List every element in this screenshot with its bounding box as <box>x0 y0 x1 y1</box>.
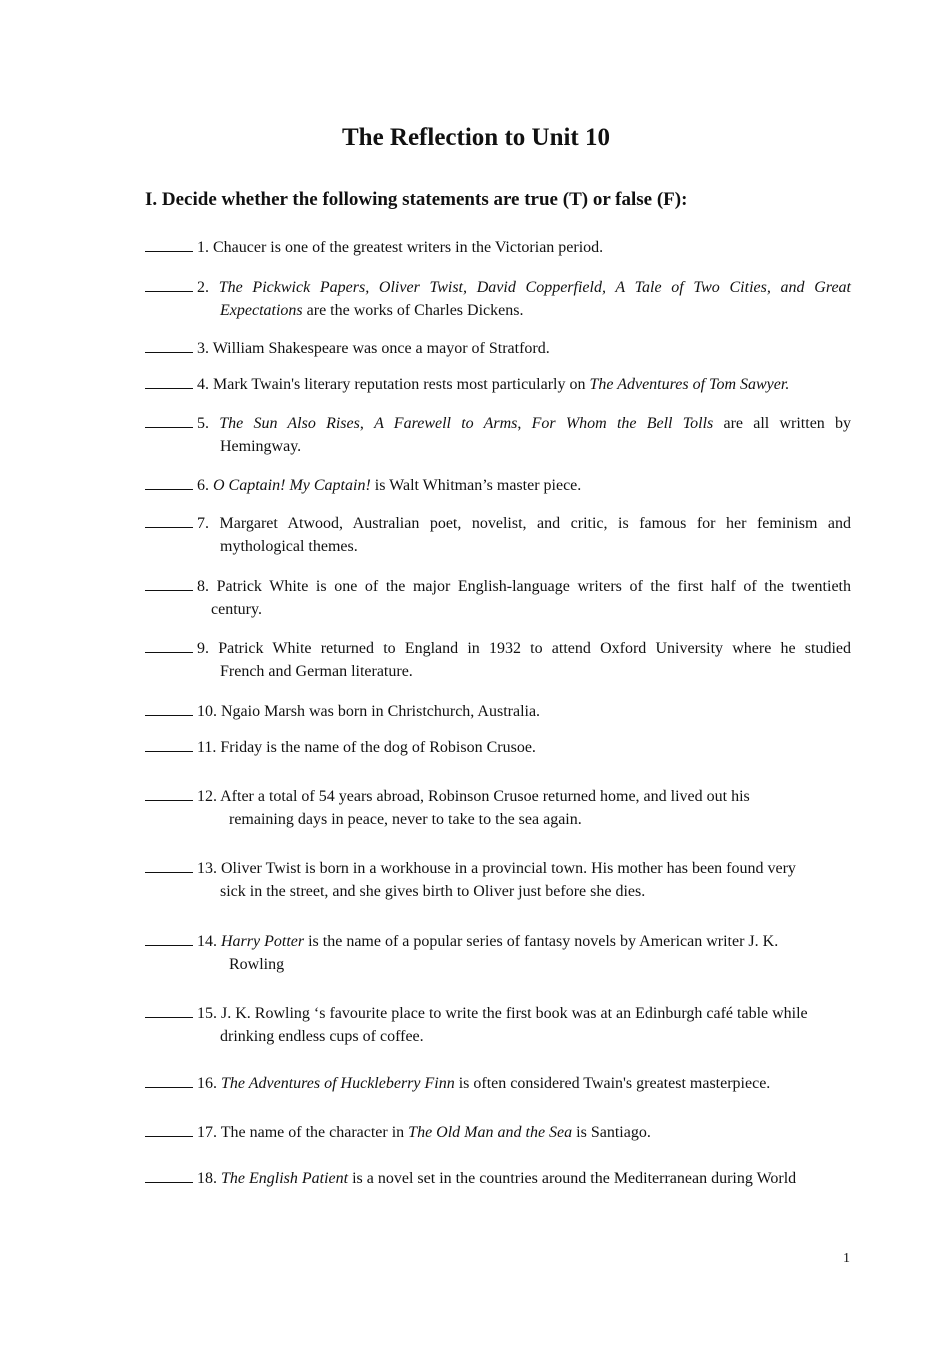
text-run: drinking endless cups of coffee. <box>220 1028 424 1045</box>
text-run: 15. J. K. Rowling ‘s favourite place to write the first book was at an Edinburgh café table while <box>197 1005 808 1022</box>
question-item <box>145 474 851 497</box>
answer-blank[interactable] <box>145 237 193 252</box>
question-item <box>145 700 851 723</box>
text-run: sick in the street, and she gives birth to Oliver just before she dies. <box>220 883 646 900</box>
answer-blank[interactable] <box>145 374 193 389</box>
text-run: The Sun Also Rises <box>219 415 360 432</box>
question-line <box>145 575 851 598</box>
text-run: are the works of Charles Dickens. <box>302 302 524 319</box>
page-title: The Reflection to Unit 10 <box>341 124 611 151</box>
question-line-continued <box>145 535 851 558</box>
text-run: Expectations <box>220 302 303 319</box>
text-run: Rowling <box>229 956 285 973</box>
question-line <box>145 857 851 880</box>
answer-blank[interactable] <box>145 413 193 428</box>
text-run: mythological themes. <box>220 538 358 555</box>
text-run: is Santiago. <box>572 1124 651 1141</box>
question-item <box>145 785 851 831</box>
question-item <box>145 637 851 683</box>
question-line <box>145 236 851 259</box>
question-line-continued <box>145 808 851 831</box>
question-line <box>145 1121 851 1144</box>
answer-blank[interactable] <box>145 1122 193 1137</box>
text-run: 2. <box>197 279 219 296</box>
text-run: The Old Man and the Sea <box>408 1124 573 1141</box>
text-run: , <box>517 415 532 432</box>
text-run: is a novel set in the countries around the Mediterranean during World <box>348 1170 797 1187</box>
question-item <box>145 736 851 759</box>
text-run: 7. Margaret Atwood, Australian poet, novelist, and critic, is famous for her feminism and <box>197 515 851 532</box>
text-run: , <box>359 415 375 432</box>
question-item <box>145 930 851 976</box>
question-item <box>145 337 851 360</box>
question-line <box>145 1167 851 1190</box>
section-heading: I. Decide whether the following statements are true (T) or false (F): <box>145 189 688 210</box>
text-run: O Captain! My Captain! <box>213 477 371 494</box>
question-line-continued <box>145 1025 851 1048</box>
question-line-continued <box>145 880 851 903</box>
question-line <box>145 474 851 497</box>
text-run: 6. <box>197 477 213 494</box>
question-line <box>145 373 851 396</box>
text-run: 3. William Shakespeare was once a mayor of Stratford. <box>197 340 550 357</box>
answer-blank[interactable] <box>145 786 193 801</box>
question-item <box>145 1121 851 1144</box>
question-line <box>145 785 851 808</box>
answer-blank[interactable] <box>145 1073 193 1088</box>
text-run: Harry Potter <box>221 933 305 950</box>
question-item <box>145 1072 851 1095</box>
question-line <box>145 276 851 299</box>
text-run: French and German literature. <box>220 663 413 680</box>
answer-blank[interactable] <box>145 1003 193 1018</box>
text-run: remaining days in peace, never to take to the sea again. <box>229 811 582 828</box>
answer-blank[interactable] <box>145 475 193 490</box>
question-line <box>145 930 851 953</box>
text-run: 8. Patrick White is one of the major English-language writers of the first half of the twentieth <box>197 578 851 595</box>
text-run: is the name of a popular series of fantasy novels by American writer J. K. <box>304 933 779 950</box>
question-line-continued <box>145 598 851 621</box>
page-number: 1 <box>843 1251 850 1266</box>
question-line <box>145 700 851 723</box>
text-run: is Walt Whitman’s master piece. <box>370 477 582 494</box>
text-run: century. <box>211 601 262 618</box>
text-run: 14. <box>197 933 221 950</box>
answer-blank[interactable] <box>145 638 193 653</box>
question-item <box>145 512 851 558</box>
text-run: 17. The name of the character in <box>197 1124 409 1141</box>
text-run: are all written by <box>713 415 852 432</box>
question-item <box>145 1002 851 1048</box>
question-item <box>145 412 851 458</box>
answer-blank[interactable] <box>145 1168 193 1183</box>
question-line <box>145 1072 851 1095</box>
text-run: 10. Ngaio Marsh was born in Christchurch, Australia. <box>197 703 541 720</box>
text-run: 4. Mark Twain's literary reputation rests most particularly on <box>197 376 590 393</box>
question-item <box>145 276 851 322</box>
question-line <box>145 637 851 660</box>
question-line <box>145 412 851 435</box>
answer-blank[interactable] <box>145 576 193 591</box>
text-run: 1. Chaucer is one of the greatest writers in the Victorian period. <box>197 239 604 256</box>
question-item <box>145 236 851 259</box>
answer-blank[interactable] <box>145 858 193 873</box>
text-run: The English Patient <box>221 1170 349 1187</box>
question-line <box>145 736 851 759</box>
answer-blank[interactable] <box>145 513 193 528</box>
text-run: 9. Patrick White returned to England in 1932 to attend Oxford University where he studied <box>197 640 851 657</box>
question-line-continued <box>145 953 851 976</box>
answer-blank[interactable] <box>145 338 193 353</box>
text-run: 13. Oliver Twist is born in a workhouse in a provincial town. His mother has been found very <box>197 860 796 877</box>
text-run: The Pickwick Papers, Oliver Twist, David Copperfield, A Tale of Two Cities, and Great <box>218 279 852 296</box>
answer-blank[interactable] <box>145 701 193 716</box>
text-run: is often considered Twain's greatest masterpiece. <box>454 1075 771 1092</box>
text-run: 16. <box>197 1075 221 1092</box>
answer-blank[interactable] <box>145 737 193 752</box>
text-run: For Whom the Bell Tolls <box>531 415 714 432</box>
text-run: The Adventures of Tom Sawyer. <box>589 376 790 393</box>
answer-blank[interactable] <box>145 931 193 946</box>
question-line <box>145 337 851 360</box>
question-item <box>145 857 851 903</box>
text-run: 5. <box>197 415 220 432</box>
question-item <box>145 575 851 621</box>
text-run: The Adventures of Huckleberry Finn <box>221 1075 455 1092</box>
question-line-continued <box>145 435 851 458</box>
question-line <box>145 512 851 535</box>
question-line-continued <box>145 299 851 322</box>
question-line-continued <box>145 660 851 683</box>
text-run: 18. <box>197 1170 221 1187</box>
text-run: A Farewell to Arms <box>374 415 518 432</box>
question-item <box>145 1167 851 1190</box>
text-run: 12. After a total of 54 years abroad, Robinson Crusoe returned home, and lived out his <box>197 788 750 805</box>
answer-blank[interactable] <box>145 277 193 292</box>
text-run: 11. Friday is the name of the dog of Robison Crusoe. <box>197 739 536 756</box>
text-run: Hemingway. <box>220 438 302 455</box>
question-line <box>145 1002 851 1025</box>
question-item <box>145 373 851 396</box>
